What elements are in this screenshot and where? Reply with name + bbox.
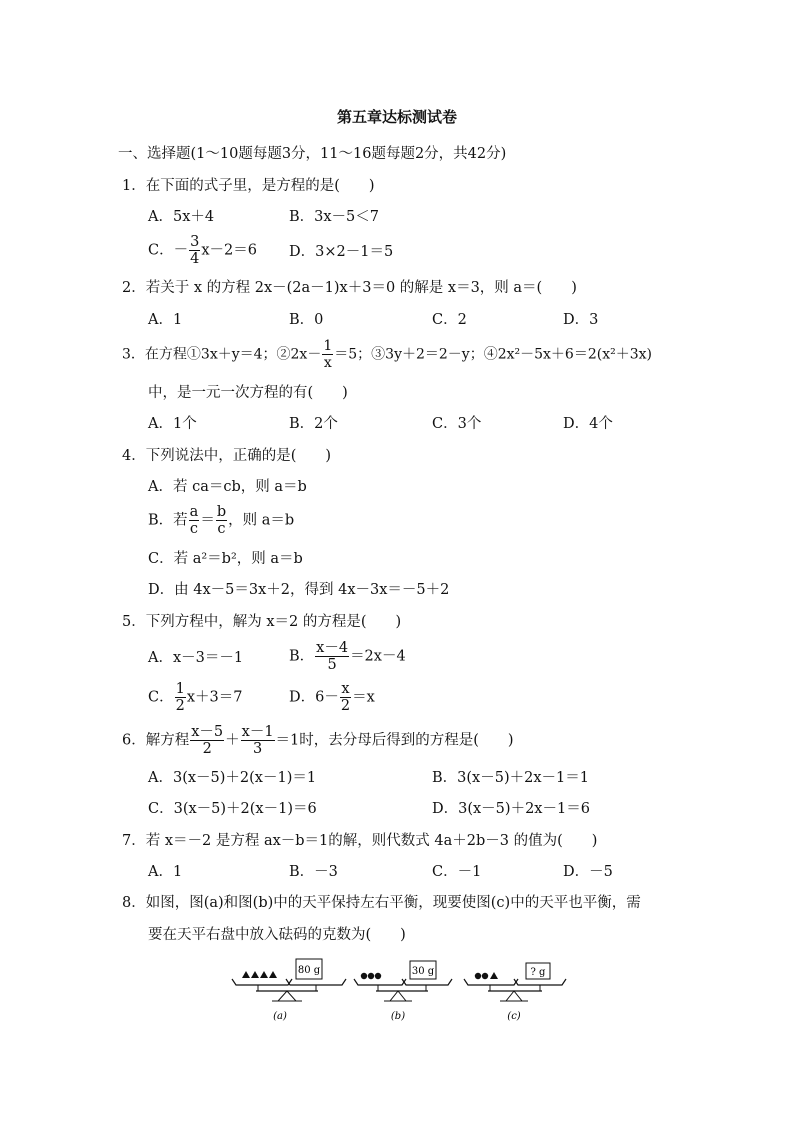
mixed-weights-icon (475, 972, 498, 979)
q6-option-a: A．3(x－5)＋2(x－1)＝1 (148, 770, 317, 786)
section-heading: 一、选择题(1～10题每题3分，11～16题每题2分，共42分) (118, 146, 507, 162)
q7-stem: 7．若 x＝－2 是方程 ax－b＝1的解，则代数式 4a＋2b－3 的值为( ) (122, 833, 598, 849)
q3-stem-line2: 中，是一元一次方程的有( ) (148, 385, 348, 401)
q4-stem: 4．下列说法中，正确的是( ) (122, 448, 332, 464)
q7-option-b: B．－3 (289, 864, 338, 880)
q1-option-a: A．5x＋4 (148, 209, 215, 225)
q5-option-b: B． $\frac{x-4}{5}$ ＝2x－4 (289, 640, 406, 673)
q5-option-c: C． $\frac{1}{2}$ x＋3＝7 (148, 681, 243, 714)
balance-figure-a (228, 955, 348, 1025)
q7-option-c: C．－1 (432, 864, 482, 880)
weight-label-a: 80 g (297, 965, 321, 976)
q6-option-b: B．3(x－5)＋2x－1＝1 (432, 770, 589, 786)
q4-option-b: B．若 $\frac{a}{c}$ ＝ $\frac{b}{c}$ ，则 a＝b (148, 504, 295, 537)
weight-label-c: ? g (530, 967, 546, 978)
figure-label-c: (c) (507, 1011, 521, 1022)
q5-option-a: A．x－3＝－1 (148, 650, 244, 666)
q4-option-c: C．若 a²＝b²，则 a＝b (148, 551, 303, 567)
figure-label-a: (a) (273, 1011, 287, 1022)
balance-figure-c (460, 961, 572, 1027)
q3-option-d: D．4个 (563, 416, 613, 432)
q5-option-d: D．6－ $\frac{x}{2}$ ＝x (289, 681, 375, 714)
q8-stem-line2: 要在天平右盘中放入砝码的克数为( ) (148, 927, 406, 943)
figure-label-b: (b) (390, 1011, 406, 1022)
q3-stem: 3．在方程①3x＋y＝4；②2x－ $\frac{1}{x}$ ＝5；③3y＋2＝2－y；④2x²－5x＋6＝2(x²＋3x) (122, 338, 652, 371)
q4-option-a: A．若 ca＝cb，则 a＝b (148, 479, 307, 495)
q2-option-b: B．0 (289, 312, 324, 328)
q2-option-c: C．2 (432, 312, 467, 328)
page-title: 第五章达标测试卷 (336, 108, 457, 126)
q1-option-d: D．3×2－1＝5 (289, 244, 394, 260)
ball-weights-icon (361, 973, 381, 979)
q1-option-c: C．－ $\frac{3}{4}$ x－2＝6 (148, 234, 257, 267)
q2-option-d: D．3 (563, 312, 599, 328)
q1-option-b: B．3x－5＜7 (289, 209, 380, 225)
triangle-weights-icon (242, 971, 277, 978)
q2-stem: 2．若关于 x 的方程 2x－(2a－1)x＋3＝0 的解是 x＝3，则 a＝( ) (122, 280, 577, 296)
q1-stem: 1．在下面的式子里，是方程的是( ) (122, 178, 375, 194)
q4-option-d: D．由 4x－5＝3x＋2，得到 4x－3x＝－5＋2 (148, 582, 450, 598)
q3-option-c: C．3个 (432, 416, 482, 432)
q5-stem: 5．下列方程中，解为 x＝2 的方程是( ) (122, 614, 402, 630)
q2-option-a: A．1 (148, 312, 183, 328)
q6-option-c: C．3(x－5)＋2(x－1)＝6 (148, 801, 317, 817)
q7-option-a: A．1 (148, 864, 183, 880)
balance-figure-b (350, 957, 460, 1027)
weight-label-b: 30 g (411, 966, 435, 977)
q3-option-a: A．1个 (148, 416, 197, 432)
q7-option-d: D．－5 (563, 864, 613, 880)
q3-option-b: B．2个 (289, 416, 338, 432)
q8-stem: 8．如图，图(a)和图(b)中的天平保持左右平衡，现要使图(c)中的天平也平衡，需 (122, 895, 641, 911)
q6-option-d: D．3(x－5)＋2x－1＝6 (432, 801, 590, 817)
q6-stem: 6．解方程 $\frac{x-5}{2}$ ＋ $\frac{x-1}{3}$ ＝1时，去分母后得到的方程是( ) (122, 724, 514, 757)
